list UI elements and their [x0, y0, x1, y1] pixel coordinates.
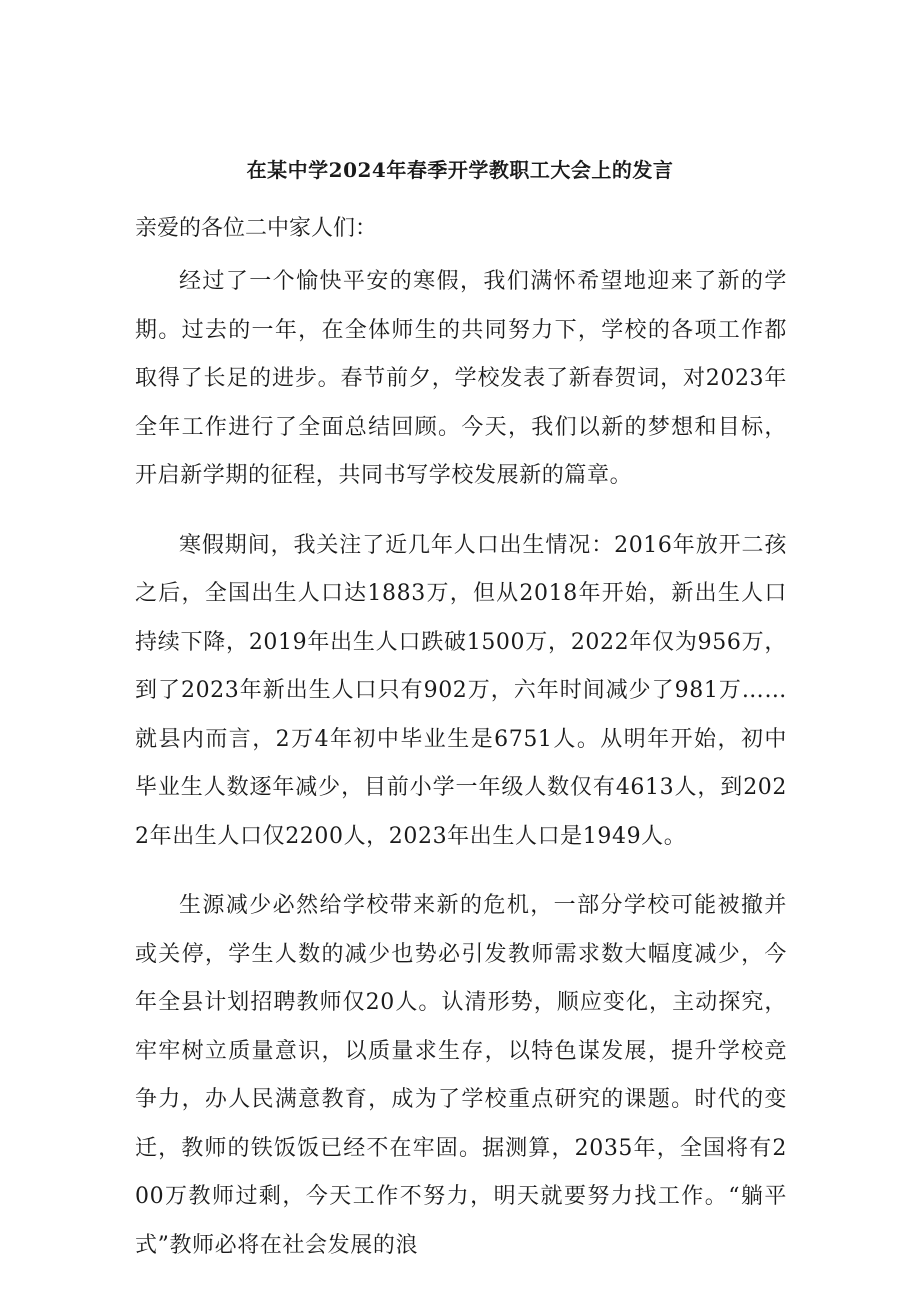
paragraph-2: 寒假期间，我关注了近几年人口出生情况：2016年放开二孩之后，全国出生人口达1883万，但从2018年开始，新出生人口持续下降，2019年出生人口跌破1500万，2022年仅为956万，到了2023年新出生人口只有902万，六年时间减少了981万……就县内而言，2万4年初中毕业生是6751人。从明年开始，初中毕业生人数逐年减少，目前小学一年级人数仅有4613人，到2022年出生人口仅2200人，2023年出生人口是1949人。 — [135, 532, 787, 849]
paragraph-3: 生源减少必然给学校带来新的危机，一部分学校可能被撤并或关停，学生人数的减少也势必引发教师需求数大幅度减少，今年全县计划招聘教师仅20人。认清形势，顺应变化，主动探究，牢牢树立质量意识，以质量求生存，以特色谋发展，提升学校竞争力，办人民满意教育，成为了学校重点研究的课题。时代的变迁，教师的铁饭饭已经不在牢固。据测算，2035年，全国将有200万教师过剩，今天工作不努力，明天就要努力找工作。“躺平式”教师必将在社会发展的浪 — [135, 893, 787, 1258]
paragraph-1: 经过了一个愉快平安的寒假，我们满怀希望地迎来了新的学期。过去的一年，在全体师生的共同努力下，学校的各项工作都取得了长足的进步。春节前夕，学校发表了新春贺词，对2023年全年工作进行了全面总结回顾。今天，我们以新的梦想和目标，开启新学期的征程，共同书写学校发展新的篇章。 — [135, 269, 787, 488]
salutation: 亲爱的各位二中家人们： — [135, 216, 378, 241]
document-title: 在某中学2024年春季开学教职工大会上的发言 — [246, 158, 674, 182]
document-body — [135, 258, 787, 1291]
